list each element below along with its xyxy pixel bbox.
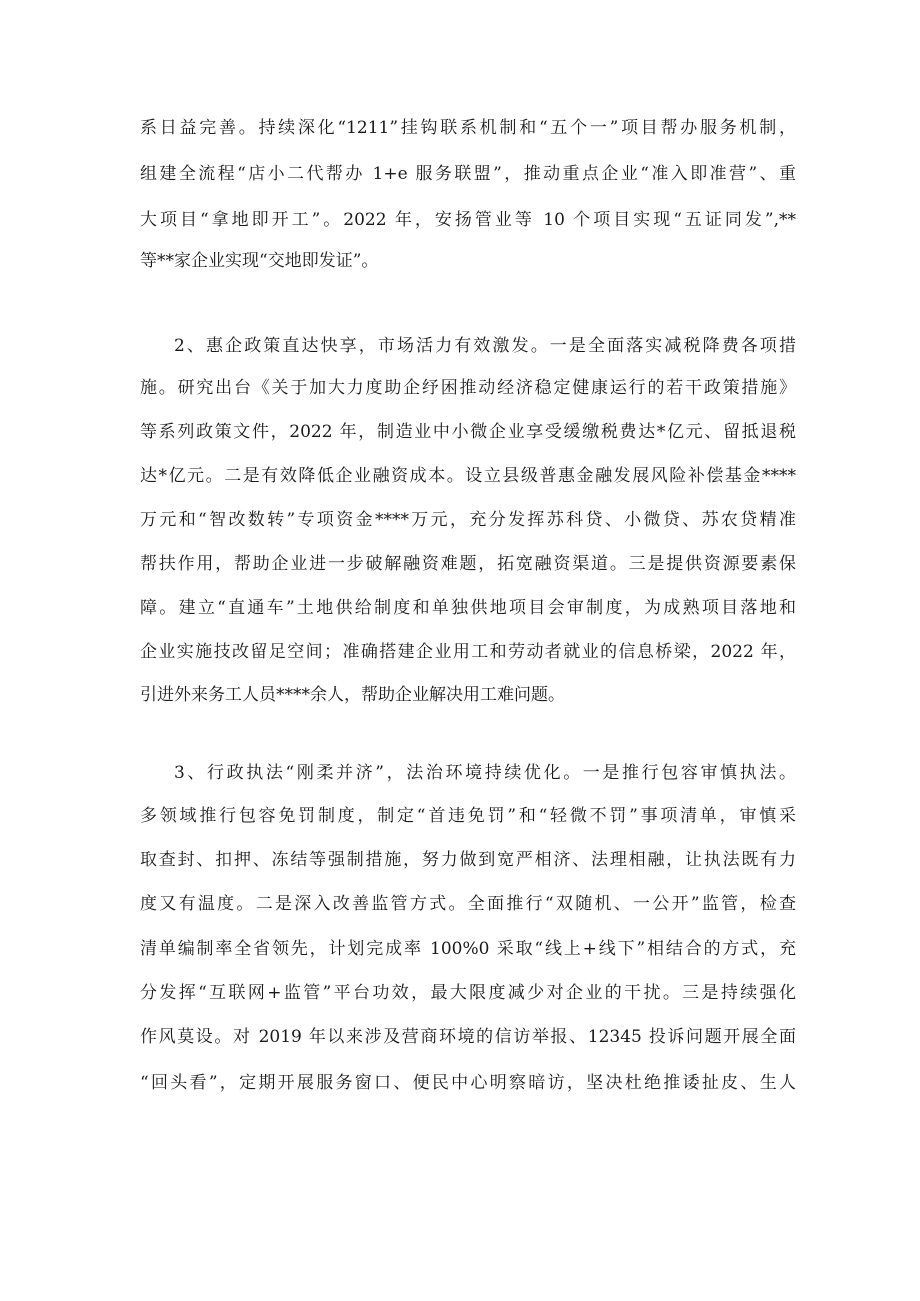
paragraph-line: “回头看”，定期开展服务窗口、便民中心明察暗访，坚决杜绝推诿扯皮、生人 bbox=[140, 1073, 796, 1093]
paragraph-line: 分发挥“互联网+监管”平台功效，最大限度减少对企业的干扰。三是持续强化 bbox=[140, 983, 796, 1003]
paragraph-line: 作风莫设。对 2019 年以来涉及营商环境的信访举报、12345 投诉问题开展全面 bbox=[140, 1027, 796, 1047]
paragraph-line: 施。研究出台《关于加大力度助企纾困推动经济稳定健康运行的若干政策措施》 bbox=[140, 378, 796, 398]
paragraph-line: 等系列政策文件，2022 年，制造业中小微企业享受缓缴税费达*亿元、留抵退税 bbox=[140, 422, 796, 442]
paragraph-line: 多领域推行包容免罚制度，制定“首违免罚”和“轻微不罚”事项清单，审慎采 bbox=[140, 806, 796, 826]
paragraph-line: 障。建立“直通车”土地供给制度和单独供地项目会审制度，为成熟项目落地和 bbox=[140, 598, 796, 618]
paragraph-line: 等**家企业实现“交地即发证”。 bbox=[140, 251, 379, 271]
paragraph-line: 组建全流程“店小二代帮办 1+e 服务联盟”，推动重点企业“准入即准营”、重 bbox=[140, 164, 796, 184]
paragraph-line: 帮扶作用，帮助企业进一步破解融资难题，拓宽融资渠道。三是提供资源要素保 bbox=[140, 554, 796, 574]
paragraph-line: 系日益完善。持续深化“1211”挂钩联系机制和“五个一”项目帮办服务机制， bbox=[140, 118, 796, 138]
paragraph-line: 大项目“拿地即开工”。2022 年，安扬管业等 10 个项目实现“五证同发”,** bbox=[140, 210, 796, 230]
paragraph-line: 2、惠企政策直达快享，市场活力有效激发。一是全面落实减税降费各项措 bbox=[174, 336, 796, 356]
paragraph-line: 度又有温度。二是深入改善监管方式。全面推行“双随机、一公开”监管，检查 bbox=[140, 894, 796, 914]
paragraph-line: 3、行政执法“刚柔并济”，法治环境持续优化。一是推行包容审慎执法。 bbox=[174, 763, 796, 783]
paragraph-line: 清单编制率全省领先，计划完成率 100%0 采取“线上+线下”相结合的方式，充 bbox=[140, 939, 796, 959]
paragraph-line: 企业实施技改留足空间；准确搭建企业用工和劳动者就业的信息桥梁，2022 年， bbox=[140, 642, 796, 662]
paragraph-line: 引进外来务工人员****余人，帮助企业解决用工难问题。 bbox=[140, 685, 565, 705]
paragraph-line: 取查封、扣押、冻结等强制措施，努力做到宽严相济、法理相融，让执法既有力 bbox=[140, 850, 796, 870]
paragraph-line: 万元和“智改数转”专项资金****万元，充分发挥苏科贷、小微贷、苏农贷精准 bbox=[140, 510, 796, 530]
paragraph-line: 达*亿元。二是有效降低企业融资成本。设立县级普惠金融发展风险补偿基金**** bbox=[140, 466, 796, 486]
